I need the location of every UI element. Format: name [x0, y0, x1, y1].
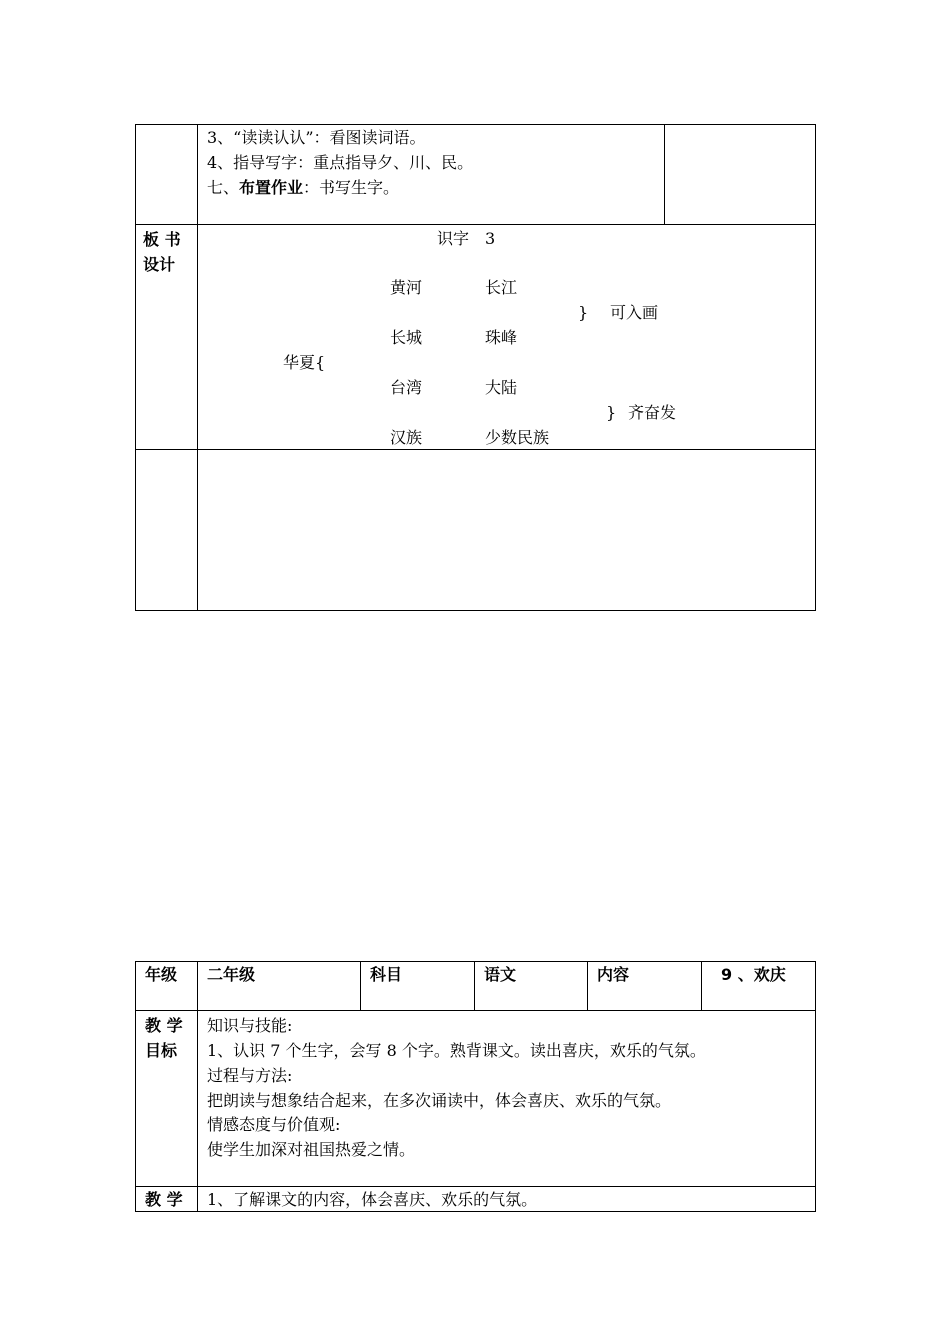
- homework-line: [207, 178, 399, 198]
- goal-line: 过程与方法:: [207, 1066, 293, 1085]
- table1-note-divider: [664, 124, 665, 225]
- table1-col-divider: [197, 124, 198, 611]
- board-word-dalu: 大陆: [485, 378, 518, 397]
- goal-line: 1、认识 7 个生字，会写 8 个字。熟背课文。读出喜庆，欢乐的气氛。: [207, 1041, 706, 1060]
- teaching-goals-label-2: 目标: [145, 1041, 178, 1060]
- goal-line: 情感态度与价值观:: [207, 1115, 341, 1134]
- grade-value: 二年级: [207, 965, 256, 984]
- goal-line: 把朗读与想象结合起来，在多次诵读中，体会喜庆、欢乐的气氛。: [207, 1091, 672, 1110]
- content-value: 9 、欢庆: [721, 965, 786, 984]
- grade-label: 年级: [145, 965, 178, 984]
- table2-border-left: [135, 961, 136, 1212]
- table1-border-top: [135, 124, 816, 125]
- subject-value: 语文: [484, 965, 517, 984]
- table2-header-divider-2: [474, 961, 475, 1011]
- table2-border-bottom: [135, 1211, 816, 1212]
- table2-header-divider-1: [360, 961, 361, 1011]
- goal-line: 知识与技能:: [207, 1016, 293, 1035]
- board-word-huanghe: 黄河: [390, 278, 423, 297]
- board-design-label-1: 板 书: [143, 230, 181, 249]
- board-phrase-2: 齐奋发: [628, 403, 677, 422]
- homework-label: 布置作业: [239, 178, 304, 197]
- board-brace-2: }: [606, 403, 617, 422]
- table2-row-divider-1: [135, 1010, 816, 1011]
- table1-border-bottom: [135, 610, 816, 611]
- key-point-line: 1、了解课文的内容，体会喜庆、欢乐的气氛。: [207, 1190, 538, 1209]
- board-design-label-2: 设计: [143, 255, 176, 274]
- table1-border-right: [815, 124, 816, 611]
- board-word-changjiang: 长江: [485, 278, 518, 297]
- table1-row-divider-1: [135, 224, 816, 225]
- table2-border-top: [135, 961, 816, 962]
- table1-row-divider-2: [135, 449, 816, 450]
- table1-border-left: [135, 124, 136, 611]
- board-group-label: 华夏{: [283, 353, 326, 372]
- board-word-taiwan: 台湾: [390, 378, 423, 397]
- board-word-shaoshuminzu: 少数民族: [485, 428, 550, 447]
- board-word-changcheng: 长城: [390, 328, 423, 347]
- table2-row-divider-2: [135, 1186, 816, 1187]
- goal-line: 使学生加深对祖国热爱之情。: [207, 1140, 416, 1159]
- table2-border-right: [815, 961, 816, 1212]
- table2-header-divider-3: [587, 961, 588, 1011]
- board-brace-1: }: [578, 303, 589, 322]
- homework-prefix: 七、: [207, 178, 240, 197]
- content-label: 内容: [597, 965, 630, 984]
- board-phrase-1: 可入画: [610, 303, 659, 322]
- board-word-zhufeng: 珠峰: [485, 328, 518, 347]
- subject-label: 科目: [370, 965, 403, 984]
- board-word-hanzu: 汉族: [390, 428, 423, 447]
- board-title: 识字 3: [437, 229, 496, 248]
- teaching-key-points-label: 教 学: [145, 1190, 183, 1209]
- table2-col-divider: [197, 961, 198, 1212]
- homework-text: ：书写生字。: [303, 178, 400, 197]
- step-line-3: 3、“读读认认”：看图读词语。: [207, 128, 426, 147]
- teaching-goals-label-1: 教 学: [145, 1016, 183, 1035]
- step-line-4: 4、指导写字：重点指导夕、川、民。: [207, 153, 474, 172]
- table2-header-divider-4: [701, 961, 702, 1011]
